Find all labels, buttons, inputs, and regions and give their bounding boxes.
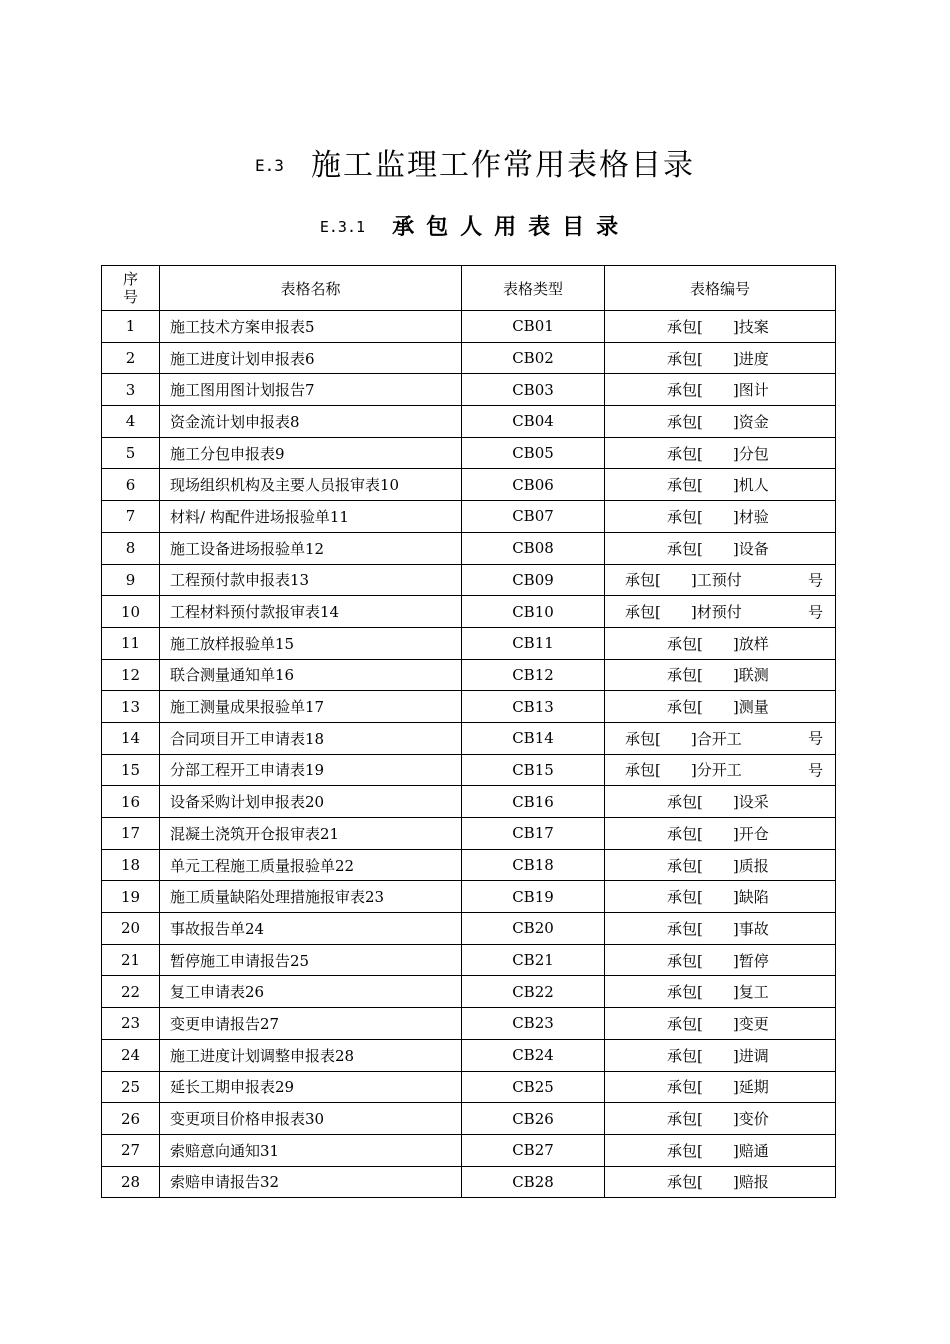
row-form-type: CB06 bbox=[462, 469, 605, 501]
form-code-suffix: 号 bbox=[807, 729, 823, 748]
section-text: 承包人用表目录 bbox=[392, 215, 631, 240]
row-form-type: CB15 bbox=[462, 754, 605, 786]
page-title bbox=[0, 140, 950, 184]
row-form-type: CB03 bbox=[462, 374, 605, 406]
row-form-type: CB20 bbox=[462, 913, 605, 945]
row-form-code bbox=[605, 659, 836, 691]
row-form-code bbox=[605, 501, 836, 533]
form-code-text: 承包[ ]分包 bbox=[667, 444, 769, 463]
row-form-name: 资金流计划申报表8 bbox=[160, 406, 462, 438]
row-form-name: 施工图用图计划报告7 bbox=[160, 374, 462, 406]
row-form-type: CB10 bbox=[462, 596, 605, 628]
table-row bbox=[102, 976, 836, 1008]
table-row bbox=[102, 1071, 836, 1103]
row-form-code bbox=[605, 722, 836, 754]
table-row bbox=[102, 913, 836, 945]
title-text: 施工监理工作常用表格目录 bbox=[311, 148, 695, 183]
row-form-name: 设备采购计划申报表20 bbox=[160, 786, 462, 818]
row-form-type: CB07 bbox=[462, 501, 605, 533]
row-form-name: 施工测量成果报验单17 bbox=[160, 691, 462, 723]
header-code: 表格编号 bbox=[605, 266, 836, 311]
form-code-text: 承包[ ]赔报 bbox=[667, 1173, 769, 1192]
table-row bbox=[102, 342, 836, 374]
table-row bbox=[102, 1039, 836, 1071]
row-form-code bbox=[605, 1134, 836, 1166]
form-code-text: 承包[ ]进度 bbox=[667, 349, 769, 368]
form-code-text: 承包[ ]分开工 bbox=[625, 761, 742, 780]
table-row bbox=[102, 786, 836, 818]
row-form-type: CB04 bbox=[462, 406, 605, 438]
table-row bbox=[102, 849, 836, 881]
row-seq: 23 bbox=[102, 1008, 160, 1040]
table-row bbox=[102, 501, 836, 533]
row-seq: 21 bbox=[102, 944, 160, 976]
row-form-name: 事故报告单24 bbox=[160, 913, 462, 945]
row-form-name: 索赔申请报告32 bbox=[160, 1166, 462, 1198]
form-code-text: 承包[ ]工预付 bbox=[625, 571, 742, 590]
row-seq: 25 bbox=[102, 1071, 160, 1103]
row-seq: 19 bbox=[102, 881, 160, 913]
row-seq: 26 bbox=[102, 1103, 160, 1135]
row-form-name: 联合测量通知单16 bbox=[160, 659, 462, 691]
row-seq: 7 bbox=[102, 501, 160, 533]
row-seq: 27 bbox=[102, 1134, 160, 1166]
table-row bbox=[102, 1134, 836, 1166]
table-row bbox=[102, 406, 836, 438]
row-form-code bbox=[605, 976, 836, 1008]
row-seq: 14 bbox=[102, 722, 160, 754]
row-form-name: 施工放样报验单15 bbox=[160, 627, 462, 659]
form-code-text: 承包[ ]开仓 bbox=[667, 824, 769, 843]
row-form-name: 分部工程开工申请表19 bbox=[160, 754, 462, 786]
row-form-type: CB16 bbox=[462, 786, 605, 818]
row-form-name: 单元工程施工质量报验单22 bbox=[160, 849, 462, 881]
row-form-name: 工程材料预付款报审表14 bbox=[160, 596, 462, 628]
form-code-text: 承包[ ]材验 bbox=[667, 507, 769, 526]
row-form-name: 施工技术方案申报表5 bbox=[160, 311, 462, 343]
header-seq bbox=[102, 266, 160, 311]
table-row bbox=[102, 754, 836, 786]
row-form-name: 延长工期申报表29 bbox=[160, 1071, 462, 1103]
row-form-code bbox=[605, 754, 836, 786]
row-form-name: 混凝土浇筑开仓报审表21 bbox=[160, 818, 462, 850]
row-form-type: CB17 bbox=[462, 818, 605, 850]
row-form-type: CB02 bbox=[462, 342, 605, 374]
table-row bbox=[102, 1008, 836, 1040]
row-form-name: 复工申请表26 bbox=[160, 976, 462, 1008]
row-form-code bbox=[605, 691, 836, 723]
row-seq: 10 bbox=[102, 596, 160, 628]
row-seq: 24 bbox=[102, 1039, 160, 1071]
row-form-type: CB14 bbox=[462, 722, 605, 754]
row-form-type: CB11 bbox=[462, 627, 605, 659]
row-seq: 17 bbox=[102, 818, 160, 850]
row-form-code bbox=[605, 1008, 836, 1040]
table-row bbox=[102, 564, 836, 596]
row-form-name: 施工进度计划调整申报表28 bbox=[160, 1039, 462, 1071]
row-seq: 1 bbox=[102, 311, 160, 343]
form-code-suffix: 号 bbox=[807, 761, 823, 780]
form-code-text: 承包[ ]放样 bbox=[667, 634, 769, 653]
row-form-name: 合同项目开工申请表18 bbox=[160, 722, 462, 754]
row-form-name: 施工进度计划申报表6 bbox=[160, 342, 462, 374]
form-code-text: 承包[ ]技案 bbox=[667, 317, 769, 336]
row-form-type: CB24 bbox=[462, 1039, 605, 1071]
row-form-type: CB21 bbox=[462, 944, 605, 976]
row-form-type: CB18 bbox=[462, 849, 605, 881]
table-row bbox=[102, 944, 836, 976]
row-seq: 20 bbox=[102, 913, 160, 945]
form-code-text: 承包[ ]合开工 bbox=[625, 729, 742, 748]
table-row bbox=[102, 437, 836, 469]
row-form-name: 暂停施工申请报告25 bbox=[160, 944, 462, 976]
row-form-code bbox=[605, 1103, 836, 1135]
form-code-text: 承包[ ]测量 bbox=[667, 698, 769, 717]
row-seq: 6 bbox=[102, 469, 160, 501]
row-form-code bbox=[605, 849, 836, 881]
row-form-type: CB01 bbox=[462, 311, 605, 343]
row-form-name: 变更申请报告27 bbox=[160, 1008, 462, 1040]
row-form-code bbox=[605, 818, 836, 850]
row-form-name: 施工设备进场报验单12 bbox=[160, 532, 462, 564]
table-row bbox=[102, 1166, 836, 1198]
row-form-type: CB22 bbox=[462, 976, 605, 1008]
row-form-type: CB09 bbox=[462, 564, 605, 596]
row-form-code bbox=[605, 786, 836, 818]
row-form-name: 变更项目价格申报表30 bbox=[160, 1103, 462, 1135]
section-number: E.3.1 bbox=[319, 218, 366, 236]
row-form-code bbox=[605, 596, 836, 628]
row-seq: 18 bbox=[102, 849, 160, 881]
table-row bbox=[102, 374, 836, 406]
table-row bbox=[102, 311, 836, 343]
row-form-code bbox=[605, 532, 836, 564]
table-body bbox=[102, 311, 836, 1198]
row-form-type: CB28 bbox=[462, 1166, 605, 1198]
table-row bbox=[102, 659, 836, 691]
form-code-text: 承包[ ]联测 bbox=[667, 666, 769, 685]
header-type: 表格类型 bbox=[462, 266, 605, 311]
table-row bbox=[102, 881, 836, 913]
row-seq: 4 bbox=[102, 406, 160, 438]
row-form-name: 工程预付款申报表13 bbox=[160, 564, 462, 596]
row-form-type: CB13 bbox=[462, 691, 605, 723]
row-seq: 28 bbox=[102, 1166, 160, 1198]
row-seq: 12 bbox=[102, 659, 160, 691]
table-row bbox=[102, 818, 836, 850]
form-code-text: 承包[ ]变更 bbox=[667, 1014, 769, 1033]
row-form-code bbox=[605, 374, 836, 406]
row-seq: 15 bbox=[102, 754, 160, 786]
row-seq: 5 bbox=[102, 437, 160, 469]
form-catalog-table bbox=[101, 265, 836, 1198]
section-title bbox=[0, 210, 950, 241]
table-row bbox=[102, 627, 836, 659]
row-form-code bbox=[605, 627, 836, 659]
row-form-type: CB08 bbox=[462, 532, 605, 564]
row-form-code bbox=[605, 564, 836, 596]
form-code-text: 承包[ ]暂停 bbox=[667, 951, 769, 970]
row-seq: 2 bbox=[102, 342, 160, 374]
row-seq: 16 bbox=[102, 786, 160, 818]
form-code-text: 承包[ ]机人 bbox=[667, 476, 769, 495]
form-code-text: 承包[ ]设采 bbox=[667, 793, 769, 812]
row-form-type: CB27 bbox=[462, 1134, 605, 1166]
header-seq-label: 序 号 bbox=[122, 270, 138, 306]
row-form-code bbox=[605, 437, 836, 469]
row-form-type: CB26 bbox=[462, 1103, 605, 1135]
row-form-code bbox=[605, 469, 836, 501]
table-row bbox=[102, 469, 836, 501]
row-form-name: 索赔意向通知31 bbox=[160, 1134, 462, 1166]
form-code-text: 承包[ ]材预付 bbox=[625, 603, 742, 622]
row-form-type: CB23 bbox=[462, 1008, 605, 1040]
row-form-code bbox=[605, 881, 836, 913]
row-seq: 22 bbox=[102, 976, 160, 1008]
row-seq: 13 bbox=[102, 691, 160, 723]
row-form-code bbox=[605, 311, 836, 343]
form-code-suffix: 号 bbox=[807, 603, 823, 622]
row-form-name: 现场组织机构及主要人员报审表10 bbox=[160, 469, 462, 501]
row-seq: 8 bbox=[102, 532, 160, 564]
form-code-text: 承包[ ]图计 bbox=[667, 381, 769, 400]
table-row bbox=[102, 596, 836, 628]
form-code-text: 承包[ ]事故 bbox=[667, 919, 769, 938]
form-code-text: 承包[ ]进调 bbox=[667, 1046, 769, 1065]
row-seq: 3 bbox=[102, 374, 160, 406]
row-form-code bbox=[605, 1071, 836, 1103]
form-code-text: 承包[ ]资金 bbox=[667, 412, 769, 431]
form-code-text: 承包[ ]延期 bbox=[667, 1078, 769, 1097]
title-number: E.3 bbox=[255, 156, 284, 175]
table-row bbox=[102, 691, 836, 723]
form-code-suffix: 号 bbox=[807, 571, 823, 590]
row-form-name: 施工质量缺陷处理措施报审表23 bbox=[160, 881, 462, 913]
form-code-text: 承包[ ]变价 bbox=[667, 1110, 769, 1129]
row-form-code bbox=[605, 1039, 836, 1071]
row-form-code bbox=[605, 913, 836, 945]
form-code-text: 承包[ ]赔通 bbox=[667, 1141, 769, 1160]
row-form-code bbox=[605, 944, 836, 976]
row-form-name: 施工分包申报表9 bbox=[160, 437, 462, 469]
table-row bbox=[102, 532, 836, 564]
table-row bbox=[102, 722, 836, 754]
form-code-text: 承包[ ]缺陷 bbox=[667, 888, 769, 907]
form-code-text: 承包[ ]质报 bbox=[667, 856, 769, 875]
header-name: 表格名称 bbox=[160, 266, 462, 311]
row-form-type: CB25 bbox=[462, 1071, 605, 1103]
table-row bbox=[102, 1103, 836, 1135]
row-form-code bbox=[605, 342, 836, 374]
row-seq: 9 bbox=[102, 564, 160, 596]
row-form-type: CB05 bbox=[462, 437, 605, 469]
row-form-name: 材料/ 构配件进场报验单11 bbox=[160, 501, 462, 533]
row-seq: 11 bbox=[102, 627, 160, 659]
row-form-type: CB12 bbox=[462, 659, 605, 691]
row-form-code bbox=[605, 406, 836, 438]
form-code-text: 承包[ ]设备 bbox=[667, 539, 769, 558]
row-form-type: CB19 bbox=[462, 881, 605, 913]
form-code-text: 承包[ ]复工 bbox=[667, 983, 769, 1002]
row-form-code bbox=[605, 1166, 836, 1198]
table-header-row bbox=[102, 266, 836, 311]
